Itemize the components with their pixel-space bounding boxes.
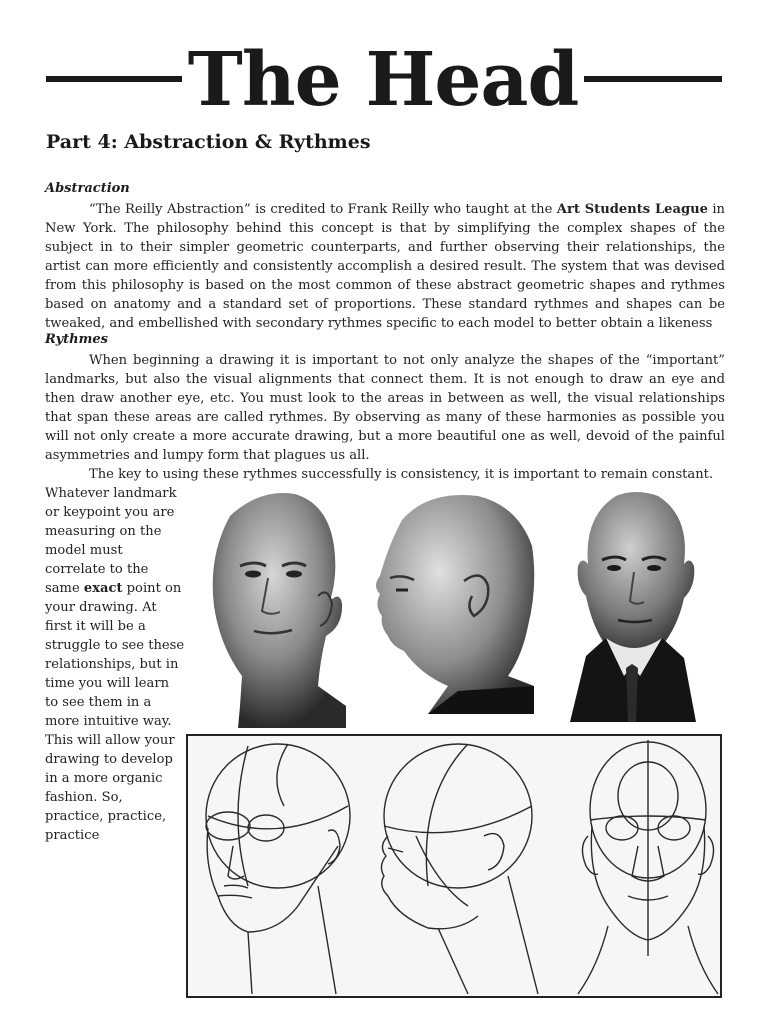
art-students-league: Art Students League [556, 202, 708, 217]
abstraction-text-1: “The Reilly Abstraction” is credited to Frank Reilly who taught at the [89, 202, 557, 217]
sketch-three-quarter [206, 744, 350, 994]
sketch-front [578, 740, 718, 994]
construction-sketches [188, 736, 720, 996]
sidebar-text-1: Whatever landmark or keypoint you are measuring on the model must correlate to the same [45, 486, 177, 596]
section-subtitle: Part 4: Abstraction & Rythmes [46, 131, 371, 153]
sketch-panel [186, 734, 722, 998]
title-row [0, 37, 768, 123]
rythmes-heading: Rythmes [45, 332, 108, 347]
photo-front-suited [566, 486, 700, 722]
rythmes-paragraph-2 [45, 465, 725, 484]
page-title: The Head [187, 37, 579, 123]
photo-front-three-quarter [200, 486, 350, 728]
title-rule-right [584, 76, 722, 82]
abstraction-paragraph [45, 200, 725, 333]
abstraction-heading: Abstraction [45, 181, 130, 196]
sidebar-paragraph [45, 484, 185, 845]
rythmes-text-1: When beginning a drawing it is important to not only analyze the shapes of the “important” landmarks, but also the visual alignments that connect them. It is not enough to draw an eye and then draw another eye, etc. You must look to the areas in between as well, the visual relationships that span these areas are called rythmes. By observing as many of these harmonies as possible you will not only create a more accurate drawing, but a more beautiful one as well, devoid of the painful asymmetries and lumpy form that plagues us all. [45, 353, 725, 463]
abstraction-text-2: in New York. The philosophy behind this concept is that by simplifying the complex shapes of the subject in to their simpler geometric counterparts, and further observing their relationships, the artist can more efficiently and consistently accomplish a desired result. The system that was devised from this philosophy is based on the most common of these abstract geometric shapes and rythmes based on anatomy and a standard set of proportions. These standard rythmes and shapes can be tweaked, and embellished with secondary rythmes specific to each model to better obtain a likeness [45, 202, 725, 331]
exact-word: exact [83, 581, 123, 596]
title-rule-left [46, 76, 182, 82]
rythmes-paragraph-1 [45, 351, 725, 465]
sketch-profile [381, 744, 538, 994]
photo-profile [368, 486, 538, 716]
rythmes-text-2: The key to using these rythmes successfully is consistency, it is important to remain constant. [89, 467, 714, 482]
sidebar-text-2: point on your drawing. At first it will be a struggle to see these relationships, but in time you will learn to see them in a more intuitive way. This will allow your drawing to develop in a more organic fashion. So, practice, practice, practice [45, 581, 185, 843]
